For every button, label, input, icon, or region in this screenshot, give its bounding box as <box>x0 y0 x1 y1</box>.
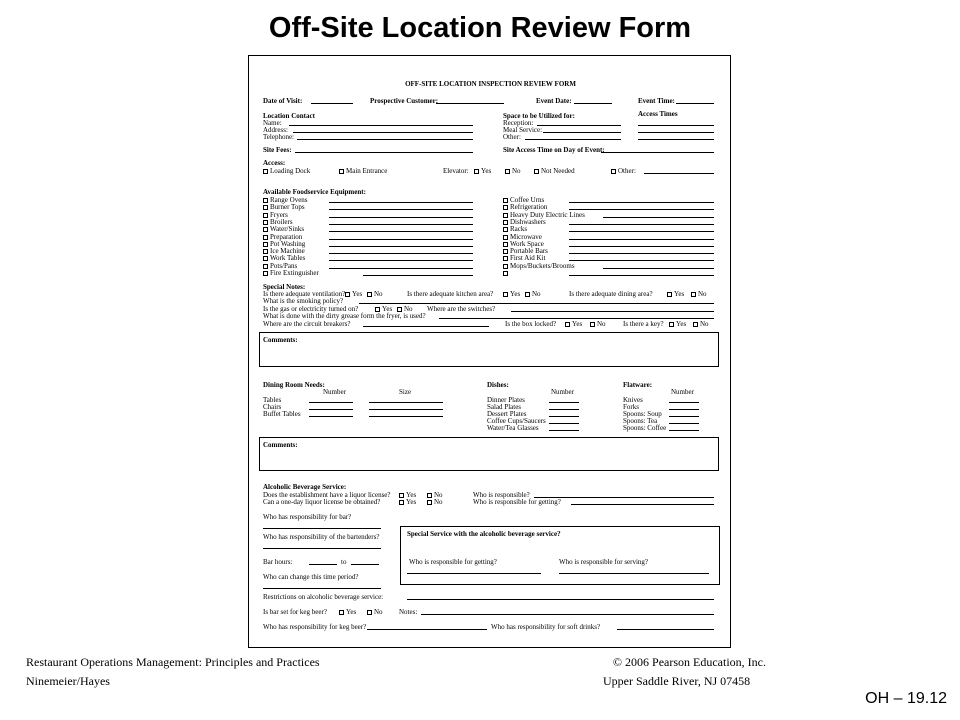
yes-label: Yes <box>382 305 393 313</box>
yes-label: Yes <box>510 290 521 298</box>
dining-item-label: Tables <box>263 396 282 404</box>
equipment-checkbox[interactable] <box>263 264 268 269</box>
dish-item-label: Dinner Plates <box>487 396 525 404</box>
address-label: Address: <box>263 126 288 134</box>
no-label: No <box>597 320 606 328</box>
equipment-checkbox[interactable] <box>263 249 268 254</box>
elevator-yes-checkbox[interactable] <box>474 169 479 174</box>
equipment-line[interactable] <box>329 233 473 240</box>
no-label: No <box>698 290 707 298</box>
equipment-checkbox[interactable] <box>263 220 268 225</box>
equipment-label: Fryers <box>270 210 288 219</box>
key-no-checkbox[interactable] <box>693 322 698 327</box>
dish-number-field[interactable] <box>549 417 579 424</box>
who-responsible-getting-field[interactable] <box>571 498 714 505</box>
footer-address: Upper Saddle River, NJ 07458 <box>603 674 751 688</box>
notes-label: Notes: <box>399 608 418 616</box>
dining-item-label: Chairs <box>263 403 282 411</box>
equipment-item[interactable] <box>503 269 510 277</box>
breakers-field[interactable] <box>363 320 489 327</box>
dining-room-needs-heading: Dining Room Needs: <box>263 381 325 389</box>
kitchen-question: Is there adequate kitchen area? <box>407 290 494 298</box>
equipment-checkbox[interactable] <box>263 256 268 261</box>
equipment-label: Water/Sinks <box>270 225 305 234</box>
dining-size-field[interactable] <box>369 403 443 410</box>
flatware-number-field[interactable] <box>669 396 699 403</box>
grease-question: What is done with the dirty grease form the fryer, is used? <box>263 312 426 320</box>
equipment-heading: Available Foodservice Equipment: <box>263 188 366 196</box>
box-no-option[interactable] <box>590 320 606 328</box>
equipment-line[interactable] <box>363 269 473 276</box>
equipment-checkbox[interactable] <box>503 205 508 210</box>
equipment-checkbox[interactable] <box>503 242 508 247</box>
ventilation-yes-checkbox[interactable] <box>345 292 350 297</box>
equipment-checkbox[interactable] <box>263 205 268 210</box>
restrictions-label: Restrictions on alcoholic beverage service: <box>263 593 384 601</box>
elevator-yes-option[interactable] <box>474 167 491 175</box>
equipment-line[interactable] <box>569 196 714 203</box>
name-field[interactable] <box>289 119 473 126</box>
dish-item-label: Coffee Cups/Saucers <box>487 417 546 425</box>
equipment-line[interactable] <box>569 254 714 261</box>
event-date-field[interactable] <box>574 97 612 104</box>
who-bartenders-label: Who has responsibility of the bartenders? <box>263 533 380 541</box>
flatware-number-header: Number <box>671 388 694 396</box>
keg-yes-checkbox[interactable] <box>339 610 344 615</box>
dish-number-field[interactable] <box>549 396 579 403</box>
dining-size-field[interactable] <box>369 410 443 417</box>
site-fees-label: Site Fees: <box>263 146 292 154</box>
equipment-checkbox[interactable] <box>503 220 508 225</box>
equipment-label: Range Ovens <box>270 196 308 204</box>
no-label: No <box>374 290 383 298</box>
equipment-line[interactable] <box>603 211 714 218</box>
flatware-number-field[interactable] <box>669 403 699 410</box>
bar-hours-to-label: to <box>341 558 347 566</box>
special-service-heading: Special Service with the alcoholic beverage service? <box>407 530 561 538</box>
location-contact-heading: Location Contact <box>263 112 315 120</box>
telephone-label: Telephone: <box>263 133 294 141</box>
event-date-label: Event Date: <box>536 97 572 105</box>
equipment-label: Burner Tops <box>270 203 305 212</box>
main-entrance-checkbox[interactable] <box>339 169 344 174</box>
ventilation-question: Is there adequate ventilation? <box>263 290 346 298</box>
not-needed-label: Not Needed <box>541 167 575 175</box>
equipment-label: Fire Extinguisher <box>270 269 319 277</box>
equipment-label: Pots/Pans <box>270 261 298 270</box>
equipment-checkbox[interactable] <box>503 227 508 232</box>
access-times-heading: Access Times <box>638 110 678 118</box>
equipment-label: Coffee Urns <box>510 196 545 204</box>
yes-label: Yes <box>406 491 417 499</box>
who-responsible-getting-label: Who is responsible for getting? <box>473 498 561 506</box>
equipment-label: Refrigeration <box>510 203 548 212</box>
equipment-label: Work Tables <box>270 254 306 263</box>
box-yes-checkbox[interactable] <box>565 322 570 327</box>
equipment-line[interactable] <box>569 203 714 210</box>
notes-field[interactable] <box>421 608 714 615</box>
equipment-checkbox[interactable] <box>263 198 268 203</box>
flatware-item-label: Knives <box>623 396 643 404</box>
dining-question: Is there adequate dining area? <box>569 290 653 298</box>
equipment-label: First Aid Kit <box>510 254 546 263</box>
equipment-checkbox[interactable] <box>503 235 508 240</box>
dish-item-label: Water/Tea Glasses <box>487 424 539 432</box>
equipment-label: Ice Machine <box>270 247 305 256</box>
equipment-label: Broilers <box>270 217 293 226</box>
oneday-no-checkbox[interactable] <box>427 500 432 505</box>
site-access-time-field[interactable] <box>601 146 714 153</box>
loading-dock-label: Loading Dock <box>270 167 311 175</box>
dishes-heading: Dishes: <box>487 381 509 389</box>
box-yes-option[interactable] <box>565 320 582 328</box>
who-soft-label: Who has responsibility for soft drinks? <box>491 623 601 631</box>
equipment-label: Preparation <box>270 232 303 241</box>
footer-book-title: Restaurant Operations Management: Principles and Practices <box>26 655 320 669</box>
form-heading: OFF-SITE LOCATION INSPECTION REVIEW FORM <box>405 80 576 88</box>
reception-label: Reception: <box>503 119 534 127</box>
equipment-line[interactable] <box>329 196 473 203</box>
equipment-checkbox[interactable] <box>503 249 508 254</box>
equipment-checkbox[interactable] <box>263 227 268 232</box>
one-day-license-question: Can a one-day liquor license be obtained? <box>263 498 381 506</box>
dining-size-field[interactable] <box>369 396 443 403</box>
reception-field[interactable] <box>537 119 621 126</box>
equipment-checkbox[interactable] <box>503 271 508 276</box>
dishes-number-header: Number <box>551 388 574 396</box>
equipment-checkbox[interactable] <box>263 242 268 247</box>
other-label: Other: <box>618 167 636 175</box>
comments-label-1: Comments: <box>263 336 298 344</box>
who-serving-field[interactable] <box>559 567 709 574</box>
other-field[interactable] <box>525 133 621 140</box>
access-other-option[interactable] <box>611 167 636 175</box>
flatware-heading: Flatware: <box>623 381 653 389</box>
equipment-line[interactable] <box>329 240 473 247</box>
alcohol-heading: Alcoholic Beverage Service: <box>263 483 347 491</box>
footer-authors: Ninemeier/Hayes <box>26 674 110 688</box>
no-label: No <box>532 290 541 298</box>
dining-number-field[interactable] <box>309 410 353 417</box>
switches-field[interactable] <box>511 305 714 312</box>
comments-box-1[interactable] <box>259 332 719 367</box>
equipment-label: Microwave <box>510 232 542 241</box>
equipment-line[interactable] <box>329 262 473 269</box>
who-responsible-field[interactable] <box>534 491 714 498</box>
equipment-line[interactable] <box>603 262 714 269</box>
no-label: No <box>434 491 443 499</box>
no-label: No <box>404 305 413 313</box>
bar-hours-from-field[interactable] <box>309 558 337 565</box>
who-bar-field[interactable] <box>263 522 381 529</box>
main-entrance-option[interactable] <box>339 167 387 175</box>
footer-copyright: © 2006 Pearson Education, Inc. <box>612 655 766 669</box>
equipment-line[interactable] <box>569 225 714 232</box>
box-locked-question: Is the box locked? <box>505 320 557 328</box>
equipment-line[interactable] <box>329 203 473 210</box>
box-no-checkbox[interactable] <box>590 322 595 327</box>
equipment-label: Pot Washing <box>270 239 306 248</box>
who-keg-label: Who has responsibility for keg beer? <box>263 623 367 631</box>
equipment-label: Dishwashers <box>510 217 546 226</box>
not-needed-option[interactable] <box>534 167 575 175</box>
site-access-time-label: Site Access Time on Day of Event: <box>503 146 605 154</box>
equipment-item[interactable] <box>503 262 575 270</box>
equipment-item[interactable] <box>263 269 319 277</box>
yes-label: Yes <box>352 290 363 298</box>
keg-no-option[interactable] <box>367 608 383 616</box>
yes-label: Yes <box>406 498 417 506</box>
no-label: No <box>374 608 383 616</box>
who-keg-field[interactable] <box>367 623 487 630</box>
access-time-field-1[interactable] <box>638 119 714 126</box>
main-entrance-label: Main Entrance <box>346 167 388 175</box>
flatware-number-field[interactable] <box>669 410 699 417</box>
equipment-line[interactable] <box>569 218 714 225</box>
event-time-field[interactable] <box>676 97 714 104</box>
comments-box-2[interactable] <box>259 437 719 471</box>
equipment-line[interactable] <box>569 233 714 240</box>
equipment-label: Work Space <box>510 239 544 248</box>
event-time-label: Event Time: <box>638 97 675 105</box>
grease-field[interactable] <box>439 312 714 319</box>
equipment-line[interactable] <box>569 247 714 254</box>
equipment-line[interactable] <box>329 225 473 232</box>
slide-title: Off-Site Location Review Form <box>268 12 692 44</box>
equipment-line[interactable] <box>569 240 714 247</box>
dining-number-field[interactable] <box>309 396 353 403</box>
equipment-checkbox[interactable] <box>263 235 268 240</box>
yes-label: Yes <box>481 167 492 175</box>
access-heading: Access: <box>263 159 286 167</box>
loading-dock-checkbox[interactable] <box>263 169 268 174</box>
oneday-no-option[interactable] <box>427 498 443 506</box>
who-change-label: Who can change this time period? <box>263 573 359 581</box>
key-yes-checkbox[interactable] <box>669 322 674 327</box>
yes-label: Yes <box>572 320 583 328</box>
keg-yes-option[interactable] <box>339 608 356 616</box>
switches-question: Where are the switches? <box>427 305 496 313</box>
equipment-checkbox[interactable] <box>263 271 268 276</box>
dish-number-field[interactable] <box>549 403 579 410</box>
telephone-field[interactable] <box>297 133 473 140</box>
equipment-line[interactable] <box>329 218 473 225</box>
equipment-label: Racks <box>510 225 528 234</box>
who-getting-label: Who is responsible for getting? <box>409 558 497 566</box>
dining-item-label: Buffet Tables <box>263 410 301 418</box>
meal-service-label: Meal Service: <box>503 126 543 134</box>
access-other-field[interactable] <box>644 167 714 174</box>
who-change-field[interactable] <box>263 582 381 589</box>
key-question: Is there a key? <box>623 320 664 328</box>
breakers-question: Where are the circuit breakers? <box>263 320 351 328</box>
key-yes-option[interactable] <box>669 320 686 328</box>
special-notes-heading: Special Notes: <box>263 283 306 291</box>
yes-label: Yes <box>346 608 357 616</box>
flatware-item-label: Spoons: Soup <box>623 410 662 418</box>
address-field[interactable] <box>293 126 473 133</box>
equipment-checkbox[interactable] <box>503 256 508 261</box>
prospective-customer-field[interactable] <box>436 97 504 104</box>
smoking-field[interactable] <box>359 297 714 304</box>
bar-hours-to-field[interactable] <box>351 558 379 565</box>
equipment-checkbox[interactable] <box>503 264 508 269</box>
access-time-field-3[interactable] <box>638 133 714 140</box>
flatware-number-field[interactable] <box>669 424 699 431</box>
who-getting-field[interactable] <box>407 567 541 574</box>
equipment-label: Mops/Buckets/Brooms <box>510 261 575 270</box>
equipment-line[interactable] <box>329 247 473 254</box>
no-label: No <box>434 498 443 506</box>
name-label: Name: <box>263 119 282 127</box>
who-bartenders-field[interactable] <box>263 542 381 549</box>
equipment-line[interactable] <box>569 269 714 276</box>
who-soft-field[interactable] <box>617 623 714 630</box>
oneday-yes-option[interactable] <box>399 498 416 506</box>
yes-label: Yes <box>676 320 687 328</box>
keg-beer-question: Is bar set for keg beer? <box>263 608 327 616</box>
comments-label-2: Comments: <box>263 441 298 449</box>
equipment-checkbox[interactable] <box>263 213 268 218</box>
dining-number-header: Number <box>323 388 346 396</box>
yes-label: Yes <box>674 290 685 298</box>
flatware-number-field[interactable] <box>669 417 699 424</box>
equipment-checkbox[interactable] <box>503 213 508 218</box>
smoking-question: What is the smoking policy? <box>263 297 344 305</box>
dish-item-label: Dessert Plates <box>487 410 527 418</box>
gas-question: Is the gas or electricity turned on? <box>263 305 359 313</box>
equipment-line[interactable] <box>329 254 473 261</box>
slide-number: OH – 19.12 <box>865 690 947 707</box>
flatware-item-label: Spoons: Tea <box>623 417 658 425</box>
elevator-no-option[interactable] <box>505 167 521 175</box>
who-responsible-label: Who is responsible? <box>473 491 530 499</box>
liquor-license-question: Does the establishment have a liquor license? <box>263 491 391 499</box>
equipment-label: Portable Bars <box>510 247 548 256</box>
date-of-visit-field[interactable] <box>311 97 353 104</box>
equipment-checkbox[interactable] <box>503 198 508 203</box>
elevator-label: Elevator: <box>443 167 469 175</box>
dining-number-field[interactable] <box>309 403 353 410</box>
keg-no-checkbox[interactable] <box>367 610 372 615</box>
dish-item-label: Salad Plates <box>487 403 522 411</box>
key-no-option[interactable] <box>693 320 709 328</box>
site-fees-field[interactable] <box>295 146 473 153</box>
access-time-field-2[interactable] <box>638 126 714 133</box>
flatware-item-label: Spoons: Coffee <box>623 424 667 432</box>
not-needed-checkbox[interactable] <box>534 169 539 174</box>
no-label: No <box>512 167 521 175</box>
oneday-yes-checkbox[interactable] <box>399 500 404 505</box>
equipment-line[interactable] <box>329 211 473 218</box>
meal-service-field[interactable] <box>543 126 621 133</box>
equipment-label: Heavy Duty Electric Lines <box>510 210 585 219</box>
other-label: Other: <box>503 133 521 141</box>
restrictions-field[interactable] <box>407 593 714 600</box>
date-of-visit-label: Date of Visit: <box>263 97 303 105</box>
dish-number-field[interactable] <box>549 410 579 417</box>
who-serving-label: Who is responsible for serving? <box>559 558 649 566</box>
space-utilized-heading: Space to be Utilized for: <box>503 112 575 120</box>
no-label: No <box>700 320 709 328</box>
access-other-checkbox[interactable] <box>611 169 616 174</box>
dining-size-header: Size <box>399 388 412 396</box>
prospective-customer-label: Prospective Customer: <box>370 97 439 105</box>
bar-hours-label: Bar hours: <box>263 558 293 566</box>
loading-dock-option[interactable] <box>263 167 310 175</box>
who-bar-label: Who has responsibility for bar? <box>263 513 352 521</box>
dish-number-field[interactable] <box>549 424 579 431</box>
flatware-item-label: Forks <box>623 403 639 411</box>
elevator-no-checkbox[interactable] <box>505 169 510 174</box>
review-form <box>248 55 731 648</box>
